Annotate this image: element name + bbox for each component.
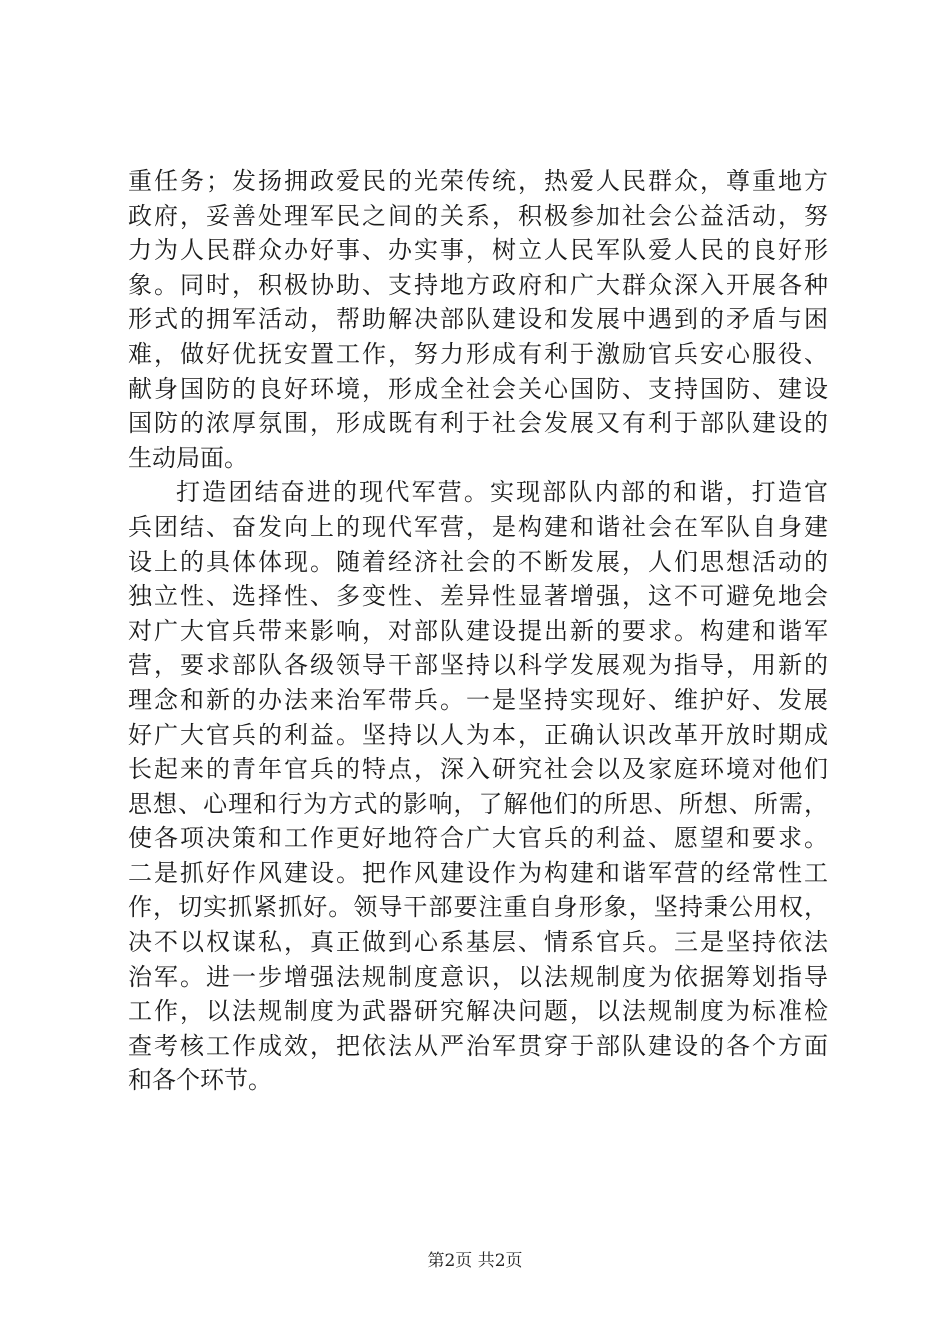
- text-line: 作，切实抓紧抓好。领导干部要注重自身形象，坚持秉公用权，: [128, 893, 828, 922]
- paragraph: [128, 475, 828, 1098]
- text-line: 好广大官兵的利益。坚持以人为本，正确认识改革开放时期成: [128, 720, 828, 749]
- text-line: 和各个环节。: [128, 1066, 272, 1095]
- text-line: 献身国防的良好环境，形成全社会关心国防、支持国防、建设: [128, 374, 828, 403]
- text-line: 查考核工作成效，把依法从严治军贯穿于部队建设的各个方面: [128, 1031, 828, 1060]
- page-footer: 第2页 共2页: [427, 1251, 523, 1271]
- text-line: 思想、心理和行为方式的影响，了解他们的所思、所想、所需，: [128, 789, 828, 818]
- text-line: 重任务；发扬拥政爱民的光荣传统，热爱人民群众，尊重地方: [128, 167, 828, 195]
- text-line: 二是抓好作风建设。把作风建设作为构建和谐军营的经常性工: [128, 858, 828, 887]
- text-line: 打造团结奋进的现代军营。实现部队内部的和谐，打造官: [176, 478, 828, 507]
- text-line: 理念和新的办法来治军带兵。一是坚持实现好、维护好、发展: [128, 685, 828, 714]
- text-line: 使各项决策和工作更好地符合广大官兵的利益、愿望和要求。: [128, 824, 828, 853]
- document-body: [128, 164, 828, 1098]
- text-line: 独立性、选择性、多变性、差异性显著增强，这不可避免地会: [128, 582, 828, 611]
- text-line: 力为人民群众办好事、办实事，树立人民军队爱人民的良好形: [128, 236, 828, 265]
- text-line: 对广大官兵带来影响，对部队建设提出新的要求。构建和谐军: [128, 616, 828, 645]
- text-line: 治军。进一步增强法规制度意识，以法规制度为依据筹划指导: [128, 962, 828, 991]
- text-line: 决不以权谋私，真正做到心系基层、情系官兵。三是坚持依法: [128, 928, 828, 957]
- text-line: 兵团结、奋发向上的现代军营，是构建和谐社会在军队自身建: [128, 512, 828, 541]
- text-line: 形式的拥军活动，帮助解决部队建设和发展中遇到的矛盾与困: [128, 305, 828, 334]
- paragraph: [128, 164, 828, 475]
- text-line: 国防的浓厚氛围，形成既有利于社会发展又有利于部队建设的: [128, 409, 828, 438]
- text-line: 政府，妥善处理军民之间的关系，积极参加社会公益活动，努: [128, 201, 828, 230]
- text-line: 营，要求部队各级领导干部坚持以科学发展观为指导，用新的: [128, 651, 828, 680]
- text-line: 长起来的青年官兵的特点，深入研究社会以及家庭环境对他们: [128, 755, 828, 784]
- text-line: 设上的具体体现。随着经济社会的不断发展，人们思想活动的: [128, 547, 828, 576]
- text-line: 工作，以法规制度为武器研究解决问题，以法规制度为标准检: [128, 997, 828, 1026]
- text-line: 象。同时，积极协助、支持地方政府和广大群众深入开展各种: [128, 270, 828, 299]
- text-line: 生动局面。: [128, 443, 248, 472]
- text-line: 难，做好优抚安置工作，努力形成有利于激励官兵安心服役、: [128, 339, 828, 368]
